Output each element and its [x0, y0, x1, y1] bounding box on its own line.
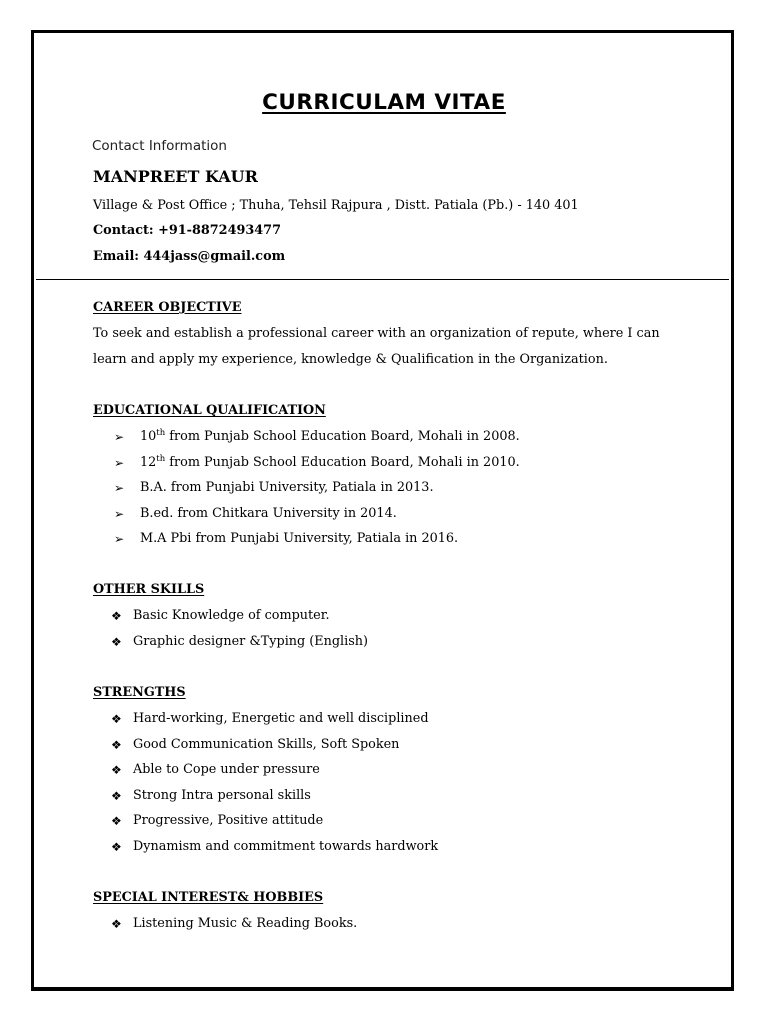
- diamond-bullet-icon: ❖: [111, 712, 122, 726]
- education-item: B.A. from Punjabi University, Patiala in 2013.: [140, 480, 434, 495]
- arrow-bullet-icon: ➢: [114, 506, 125, 521]
- education-item: M.A Pbi from Punjabi University, Patiala in 2016.: [140, 531, 459, 546]
- arrow-bullet-icon: ➢: [114, 430, 125, 444]
- hobbies-heading: SPECIAL INTEREST& HOBBIES: [93, 890, 324, 905]
- career-objective-line-2: learn and apply my experience, knowledge & Qualification in the Organization.: [93, 352, 608, 367]
- arrow-bullet-icon: ➢: [114, 532, 125, 546]
- diamond-bullet-icon: ❖: [111, 635, 122, 649]
- career-objective-line-1: To seek and establish a professional career with an organization of repute, where I can: [93, 326, 660, 341]
- arrow-bullet-icon: ➢: [114, 455, 125, 470]
- arrow-bullet-icon: ➢: [114, 481, 125, 495]
- hobby-item: Listening Music & Reading Books.: [133, 916, 358, 931]
- contact-line: Contact: +91-8872493477: [93, 223, 281, 238]
- education-heading: EDUCATIONAL QUALIFICATION: [93, 403, 326, 418]
- diamond-bullet-icon: ❖: [111, 840, 122, 854]
- page-border-bottom-line: [34, 989, 732, 990]
- strength-item: Able to Cope under pressure: [133, 762, 320, 778]
- candidate-name: MANPREET KAUR: [93, 167, 258, 186]
- diamond-bullet-icon: ❖: [111, 814, 122, 829]
- diamond-bullet-icon: ❖: [111, 788, 122, 803]
- diamond-bullet-icon: ❖: [111, 609, 122, 623]
- diamond-bullet-icon: ❖: [111, 763, 122, 778]
- strength-item: Good Communication Skills, Soft Spoken: [133, 736, 400, 752]
- section-divider: [36, 279, 729, 280]
- education-item: B.ed. from Chitkara University in 2014.: [140, 505, 397, 521]
- email-line: Email: 444jass@gmail.com: [93, 249, 286, 264]
- address-line: Village & Post Office ; Thuha, Tehsil Rajpura , Distt. Patiala (Pb.) - 140 401: [93, 198, 579, 213]
- strength-item: Strong Intra personal skills: [133, 787, 311, 803]
- diamond-bullet-icon: ❖: [111, 737, 122, 752]
- education-item: 12th from Punjab School Education Board, Mohali in 2010.: [140, 453, 520, 470]
- contact-heading: Contact Information: [92, 138, 227, 154]
- strength-item: Hard-working, Energetic and well disciplined: [133, 711, 429, 726]
- diamond-bullet-icon: ❖: [111, 917, 122, 931]
- other-skills-heading: OTHER SKILLS: [93, 582, 205, 597]
- education-item: 10th from Punjab School Education Board, Mohali in 2008.: [140, 428, 520, 444]
- strength-item: Dynamism and commitment towards hardwork: [133, 839, 439, 854]
- document-title: CURRICULAM VITAE: [262, 90, 506, 115]
- strengths-heading: STRENGTHS: [93, 685, 186, 700]
- career-objective-heading: CAREER OBJECTIVE: [93, 300, 242, 315]
- skill-item: Graphic designer &Typing (English): [133, 634, 369, 649]
- skill-item: Basic Knowledge of computer.: [133, 608, 330, 623]
- strength-item: Progressive, Positive attitude: [133, 813, 324, 829]
